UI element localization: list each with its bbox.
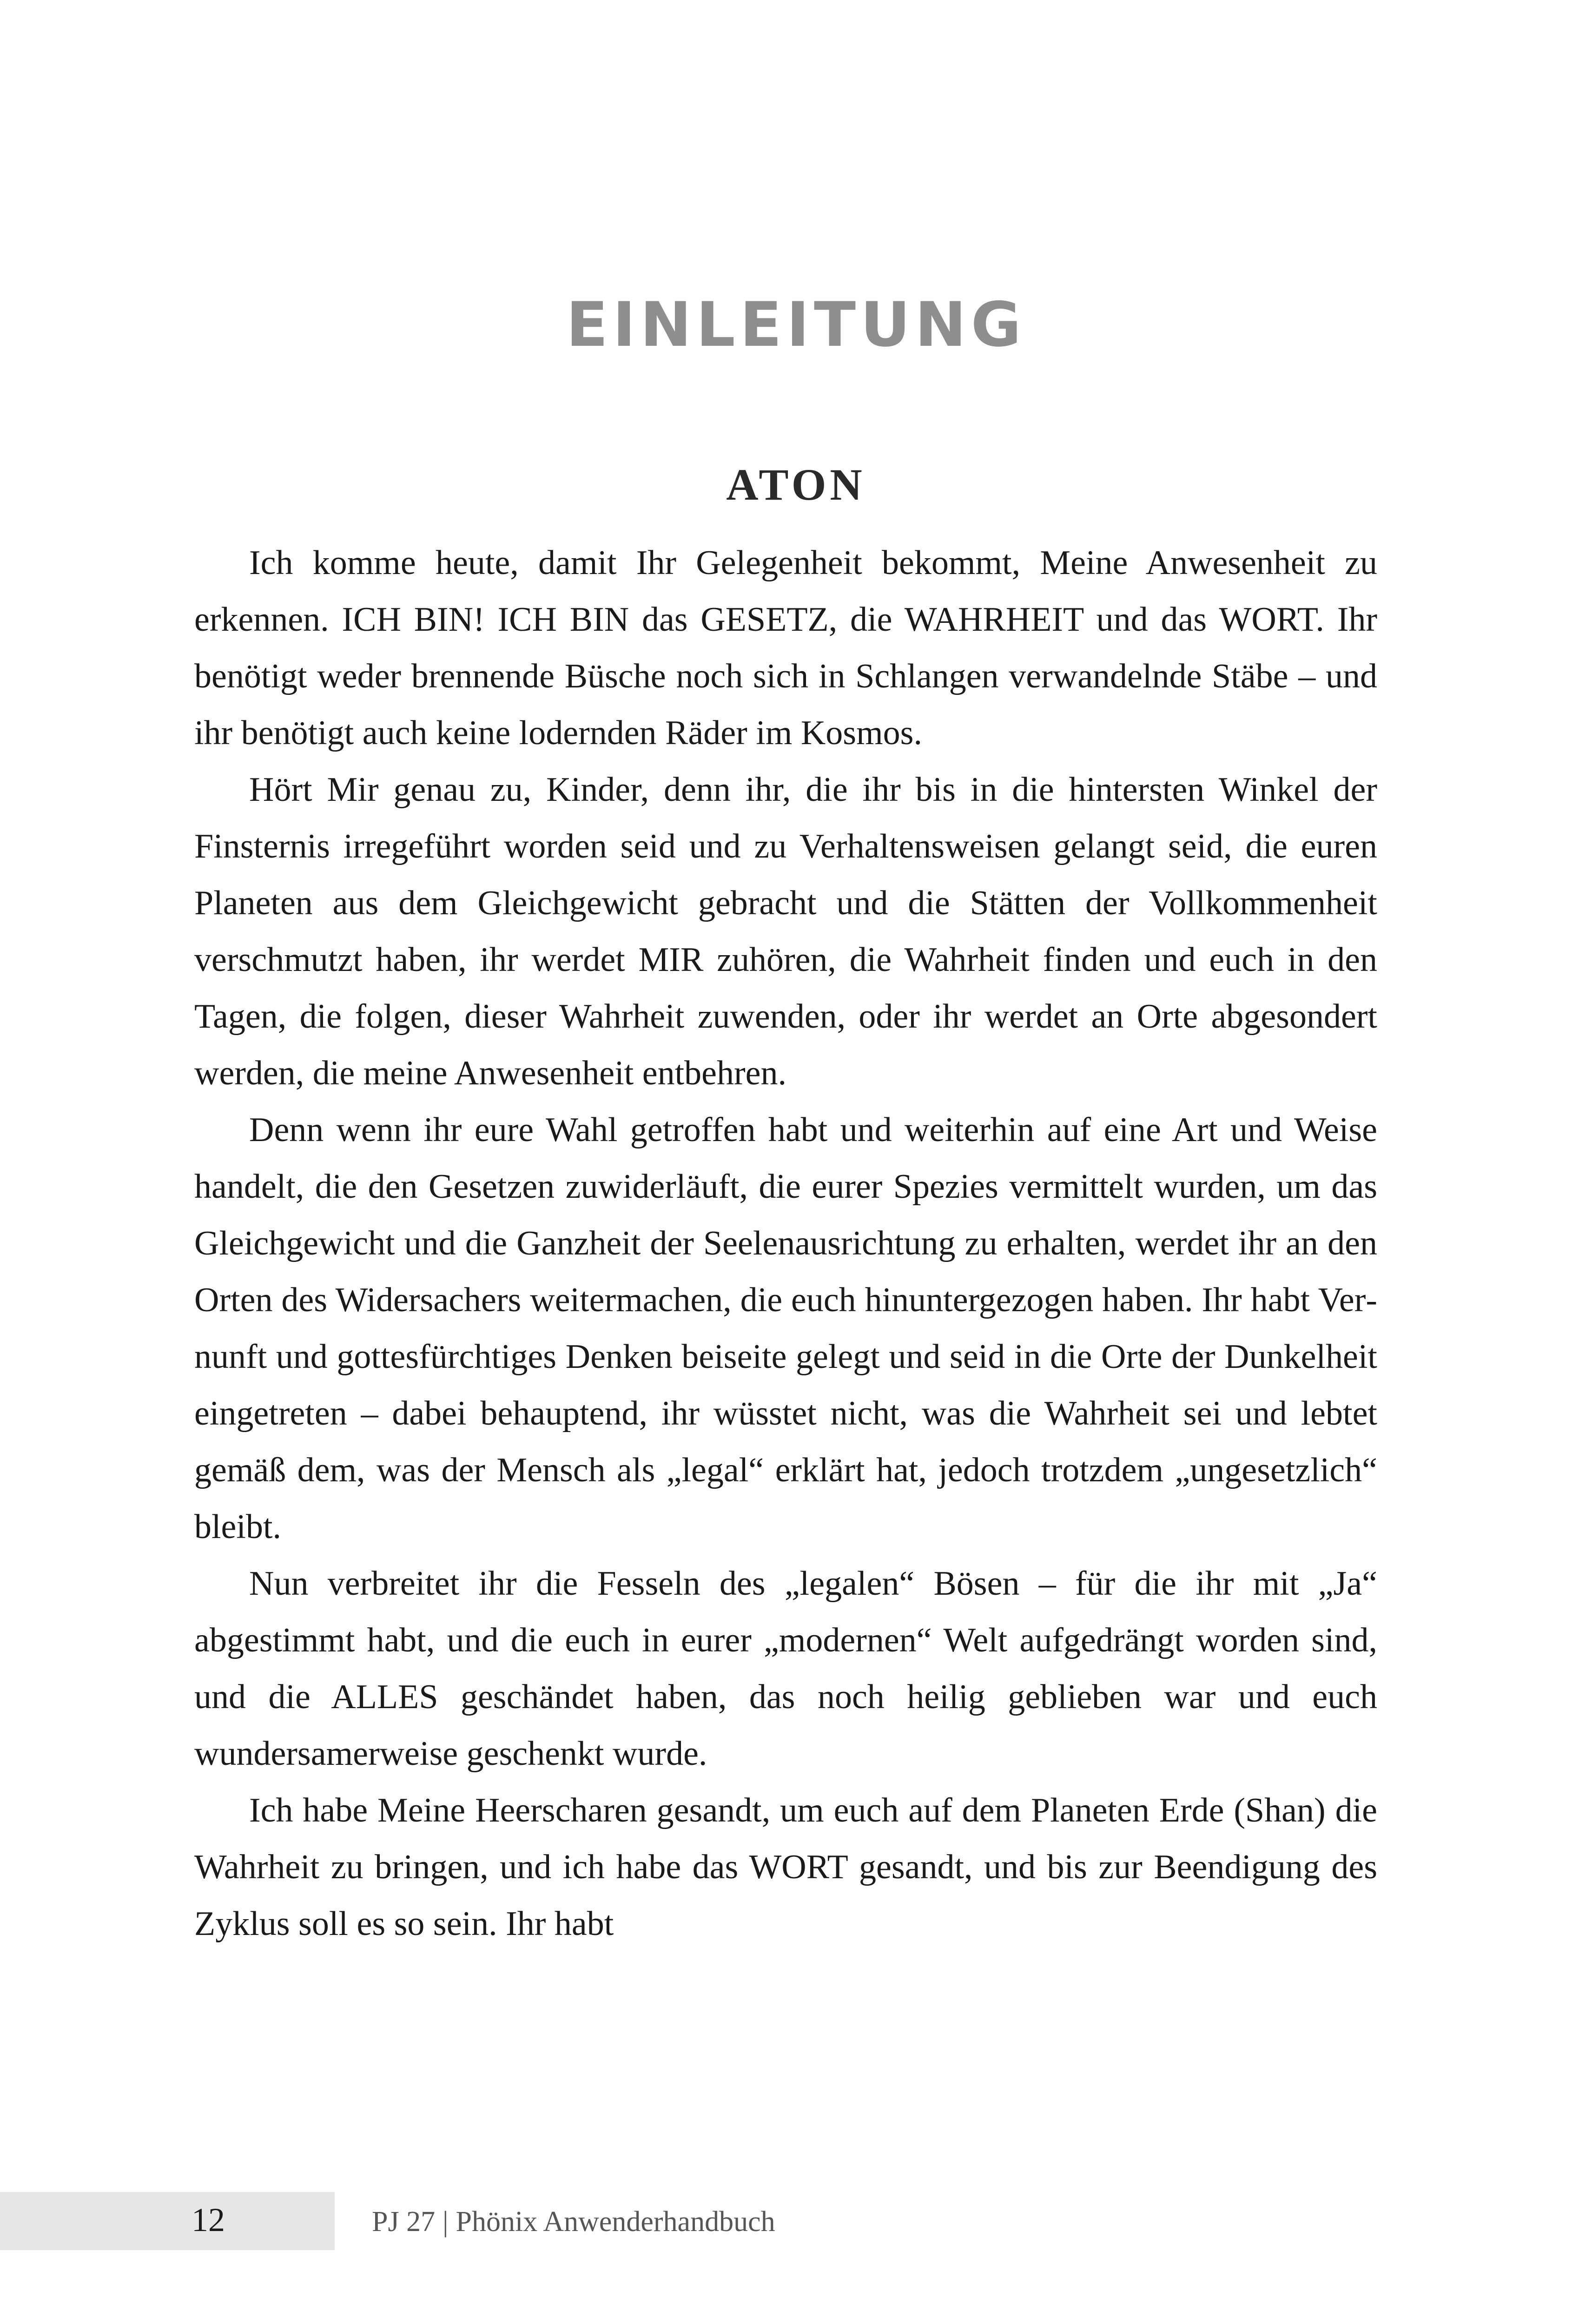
book-title: Phönix Anwenderhandbuch [456, 2206, 775, 2238]
paragraph-5: Ich habe Meine Heerscharen gesandt, um euch auf dem Planeten Erde (Shan) die Wahrheit zu bringen, und ich habe das WORT gesandt, und bis zur Beendigung des Zyklus soll es so sein. Ihr habt [194, 1791, 1377, 1943]
paragraph-1: Ich komme heute, damit Ihr Gelegenheit bekommt, Meine Anwesenheit zu erkennen. ICH BIN! ICH BIN das GESETZ, die WAHRHEIT und das WORT. Ihr benötigt weder brennende Büsche noch sich in Schlangen verwandelnde Stäbe – und ihr benötigt auch keine lodernden Räder im Kosmos. [194, 544, 1377, 752]
body-text [194, 535, 1377, 1952]
section-title: ATON [726, 460, 866, 509]
paragraph-3: Denn wenn ihr eure Wahl getroffen habt und weiterhin auf eine Art und Weise handelt, die den Gesetzen zuwiderläuft, die eurer Spezies vermittelt wurden, um das Gleichgewicht und die Ganzheit der Seelenausrichtung zu erhalten, werdet ihr an den Orten des Widersachers weitermachen, die euch hinuntergezogen haben. Ihr habt Vernunft und gottesfürchtiges Denken beiseite gelegt und seid in die Orte der Dunkelheit eingetreten – dabei behauptend, ihr wüsstet nicht, was die Wahrheit sei und lebtet gemäß dem, was der Mensch als „legal“ erklärt hat, jedoch trotzdem „ungesetzlich“ bleibt. [194, 1111, 1377, 1546]
paragraph-2: Hört Mir genau zu, Kinder, denn ihr, die ihr bis in die hintersten Winkel der Finsternis irregeführt worden seid und zu Verhaltensweisen gelangt seid, die euren Planeten aus dem Gleichgewicht gebracht und die Stätten der Vollkommenheit verschmutzt haben, ihr werdet MIR zuhören, die Wahrheit finden und euch in den Tagen, die folgen, dieser Wahrheit zuwenden, oder ihr werdet an Orte abgesondert werden, die meine Anwesenheit entbehren. [194, 771, 1377, 1092]
footer-separator: | [443, 2206, 449, 2238]
page-number: 12 [192, 2201, 225, 2238]
paragraph-4: Nun verbreitet ihr die Fesseln des „legalen“ Bösen – für die ihr mit „Ja“ abgestimmt habt, und die euch in eurer „modernen“ Welt aufgedrängt worden sind, und die ALLES geschändet haben, das noch heilig geblieben war und euch wundersamerweise geschenkt wurde. [194, 1565, 1377, 1773]
running-footer [372, 2201, 775, 2243]
book-code: PJ 27 [372, 2206, 436, 2238]
footer-bar [0, 2192, 335, 2250]
chapter-title: EINLEITUNG [566, 289, 1026, 361]
